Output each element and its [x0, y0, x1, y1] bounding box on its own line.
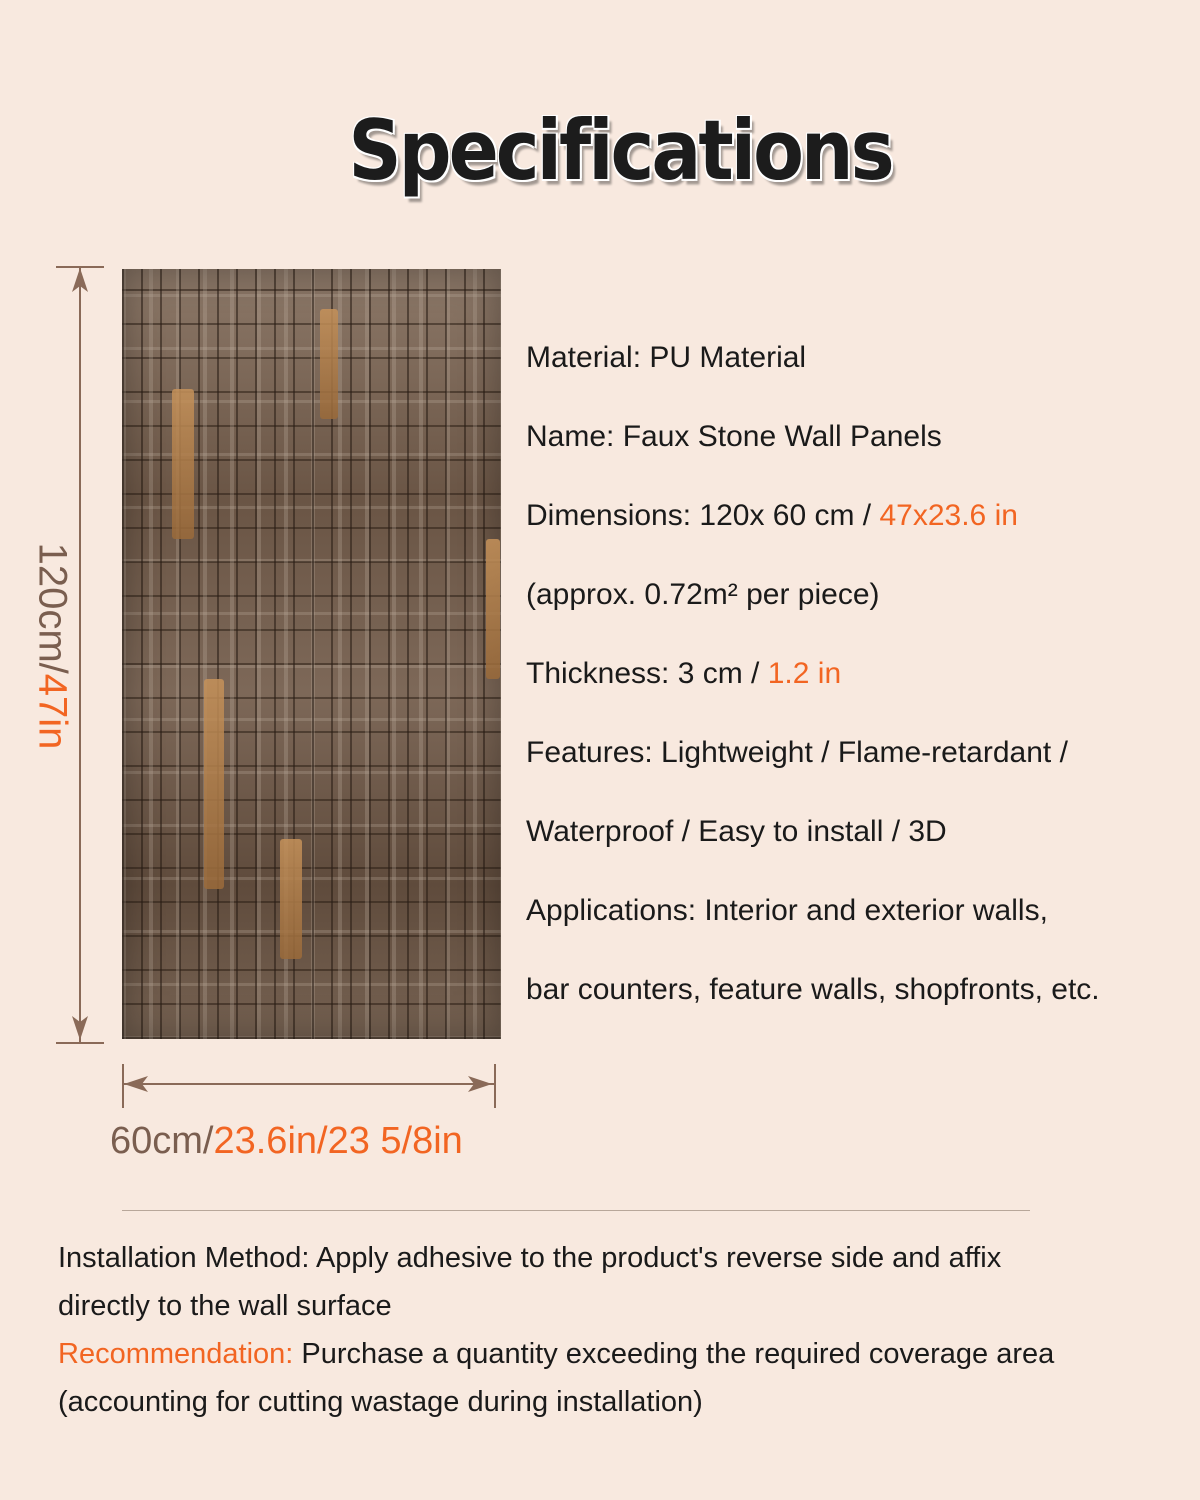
spec-applications-line2: bar counters, feature walls, shopfronts, etc.: [526, 973, 1100, 1006]
divider: [122, 1210, 1030, 1211]
height-line: [79, 266, 81, 1042]
height-imperial: 47in: [30, 673, 75, 750]
arrow-right-icon: [466, 1075, 492, 1093]
width-label: [110, 1120, 463, 1163]
spec-area: (approx. 0.72m² per piece): [526, 578, 880, 611]
stone-panel-image: [122, 269, 501, 1039]
spec-dimensions-imperial: 47x23.6 in: [879, 499, 1018, 532]
width-line: [124, 1083, 496, 1085]
width-cap-right: [494, 1064, 496, 1108]
ochre-stone: [204, 679, 224, 889]
height-label: [30, 543, 75, 750]
ochre-stone: [172, 389, 194, 539]
spec-thickness: [526, 657, 841, 691]
arrow-left-icon: [124, 1075, 150, 1093]
installation-line2: directly to the wall surface: [58, 1290, 392, 1322]
ochre-stone: [280, 839, 302, 959]
spec-dimensions-metric: Dimensions: 120x 60 cm /: [526, 499, 880, 532]
width-metric: 60cm/: [110, 1120, 214, 1162]
spec-name: Name: Faux Stone Wall Panels: [526, 420, 942, 453]
ochre-stone: [486, 539, 500, 679]
spec-dimensions: [526, 499, 1018, 533]
arrow-down-icon: [71, 1014, 89, 1040]
spec-material: Material: PU Material: [526, 341, 807, 374]
spec-features-line1: Features: Lightweight / Flame-retardant /: [526, 736, 1068, 769]
recommendation-text: Purchase a quantity exceeding the required coverage area: [293, 1338, 1055, 1370]
page-title: Specifications: [348, 102, 892, 200]
recommendation-label: Recommendation:: [58, 1338, 294, 1370]
spec-thickness-metric: Thickness: 3 cm /: [526, 657, 768, 690]
height-metric: 120cm/: [30, 542, 75, 674]
width-imperial: 23.6in/23 5/8in: [213, 1120, 463, 1162]
arrow-up-icon: [71, 268, 89, 294]
spec-thickness-imperial: 1.2 in: [767, 657, 842, 690]
height-cap-bottom: [56, 1042, 104, 1044]
installation-line1: Installation Method: Apply adhesive to the product's reverse side and affix: [58, 1242, 1002, 1274]
ochre-stone: [320, 309, 338, 419]
spec-features-line2: Waterproof / Easy to install / 3D: [526, 815, 947, 848]
spec-applications-line1: Applications: Interior and exterior walls,: [526, 894, 1048, 927]
recommendation: [58, 1338, 1054, 1371]
recommendation-line2: (accounting for cutting wastage during installation): [58, 1386, 703, 1418]
